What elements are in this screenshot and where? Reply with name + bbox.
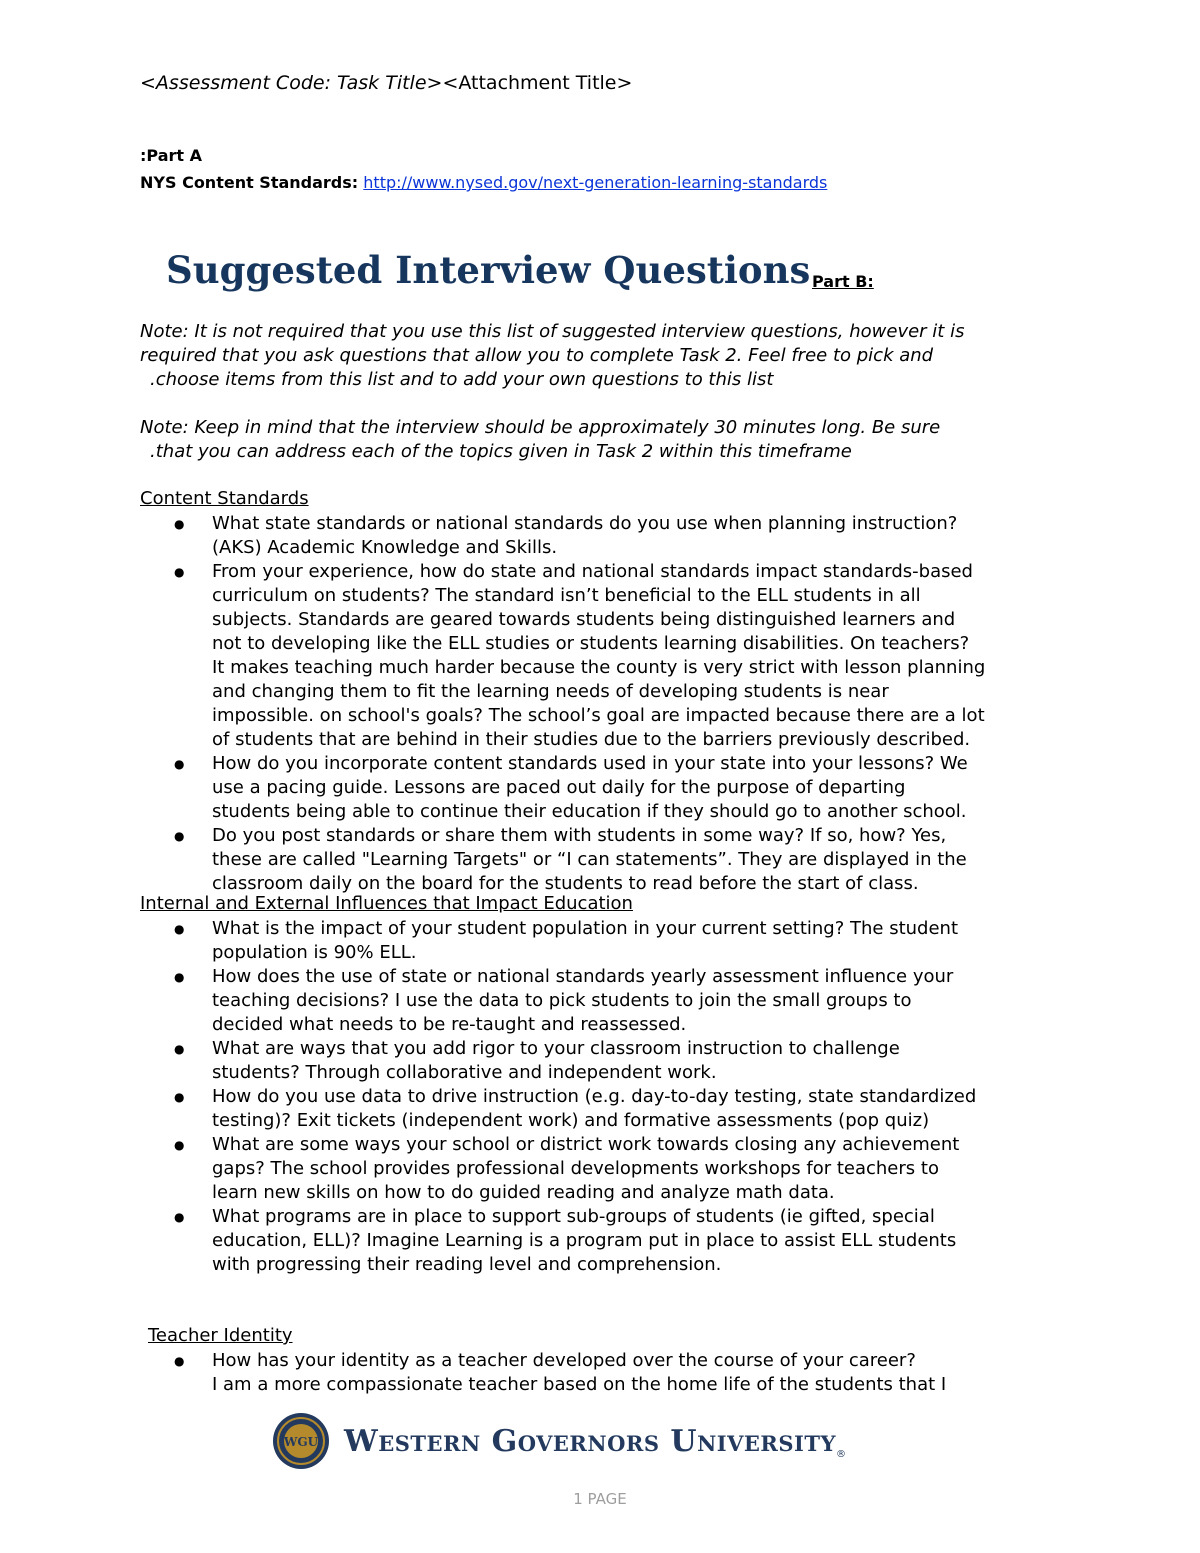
bullet-icon: ● [174, 922, 185, 936]
nys-standards-link[interactable]: http://www.nysed.gov/next-generation-learning-standards [363, 173, 828, 192]
list-item [170, 917, 1070, 965]
list-item-text: What are ways that you add rigor to your classroom instruction to challenge students? Through collaborative and independent work. [212, 1038, 900, 1083]
list-item [170, 560, 1070, 752]
note-line: .that you can address each of the topics given in Task 2 within this timeframe [150, 441, 852, 462]
page-title: Suggested Interview Questions [166, 248, 811, 292]
bullet-icon: ● [174, 1090, 185, 1104]
page-number: 1 PAGE [573, 1490, 627, 1508]
wgu-seal-icon [272, 1412, 330, 1470]
document-header [140, 72, 632, 94]
list-item [170, 752, 1070, 824]
list-item [170, 1085, 1070, 1133]
teacher-identity-list [170, 1349, 1070, 1397]
note-line: .choose items from this list and to add your own questions to this list [150, 369, 774, 390]
bullet-icon: ● [174, 757, 185, 771]
list-item-text: How has your identity as a teacher developed over the course of your career? I am a more compassionate teacher based on the home life of the students that I [212, 1350, 947, 1395]
bullet-icon: ● [174, 517, 185, 531]
list-item [170, 1133, 1070, 1205]
section-heading-influences: Internal and External Influences that Impact Education [140, 893, 633, 914]
list-item-text: From your experience, how do state and national standards impact standards-based curriculum on students? The standard isn’t beneficial to the ELL students in all subjects. Standards are geared towards students being distinguished learners and not to developing like the ELL studies or students learning disabilities. On teachers? It makes teaching much harder because the county is very strict with lesson planning and changing them to fit the learning needs of developing students is near impossible. on school's goals? The school’s goal are impacted because there are a lot of students that are behind in their studies due to the barriers previously described. [212, 561, 986, 750]
list-item [170, 1037, 1070, 1085]
bullet-icon: ● [174, 970, 185, 984]
part-a-label: :Part A [140, 146, 202, 165]
wgu-logo [272, 1412, 846, 1470]
list-item-text: How do you use data to drive instruction (e.g. day-to-day testing, state standardized testing)? Exit tickets (independent work) and formative assessments (pop quiz) [212, 1086, 977, 1131]
list-item [170, 824, 1070, 896]
content-standards-list [170, 512, 1070, 896]
svg-text:WGU: WGU [283, 1435, 319, 1449]
wgu-wordmark: Western Governors University [344, 1423, 836, 1459]
header-assessment-code: <Assessment Code: Task Title> [140, 72, 443, 94]
list-item-text: Do you post standards or share them with students in some way? If so, how? Yes, these are called "Learning Targets" or “I can statements”. They are displayed in the classroom daily on the board for the students to read before the start of class. [212, 825, 967, 894]
list-item-text: What programs are in place to support sub-groups of students (ie gifted, special education, ELL)? Imagine Learning is a program put in place to assist ELL students with progressing their reading level and comprehension. [212, 1206, 957, 1275]
bullet-icon: ● [174, 565, 185, 579]
note-line: Note: It is not required that you use this list of suggested interview questions, however it is [140, 321, 965, 342]
section-heading-content-standards: Content Standards [140, 488, 309, 509]
bullet-icon: ● [174, 1354, 185, 1368]
note-interview-length [140, 416, 1070, 464]
bullet-icon: ● [174, 1042, 185, 1056]
bullet-icon: ● [174, 829, 185, 843]
influences-list [170, 917, 1070, 1277]
nys-standards-label: NYS Content Standards: [140, 173, 359, 192]
list-item-text: What are some ways your school or district work towards closing any achievement gaps? The school provides professional developments workshops for teachers to learn new skills on how to do guided reading and analyze math data. [212, 1134, 960, 1203]
list-item [170, 1205, 1070, 1277]
part-b-label: Part B: [812, 272, 874, 291]
note-suggested-questions [140, 320, 1070, 392]
list-item [170, 1349, 1070, 1397]
list-item-text: How do you incorporate content standards used in your state into your lessons? We use a pacing guide. Lessons are paced out daily for the purpose of departing students being able to continue their education if they should go to another school. [212, 753, 968, 822]
list-item [170, 965, 1070, 1037]
bullet-icon: ● [174, 1210, 185, 1224]
note-line: Note: Keep in mind that the interview should be approximately 30 minutes long. Be sure [140, 417, 941, 438]
list-item-text: How does the use of state or national standards yearly assessment influence your teaching decisions? I use the data to pick students to join the small groups to decided what needs to be re-taught and reassessed. [212, 966, 954, 1035]
list-item-text: What is the impact of your student population in your current setting? The student population is 90% ELL. [212, 918, 959, 963]
section-heading-teacher-identity: Teacher Identity [148, 1325, 293, 1346]
bullet-icon: ● [174, 1138, 185, 1152]
header-attachment-title: <Attachment Title> [442, 72, 633, 94]
note-line: required that you ask questions that allow you to complete Task 2. Feel free to pick and [140, 345, 934, 366]
list-item-text: What state standards or national standards do you use when planning instruction? (AKS) Academic Knowledge and Skills. [212, 513, 958, 558]
nys-standards-line [140, 173, 827, 192]
list-item [170, 512, 1070, 560]
trademark-symbol: ® [835, 1449, 846, 1460]
